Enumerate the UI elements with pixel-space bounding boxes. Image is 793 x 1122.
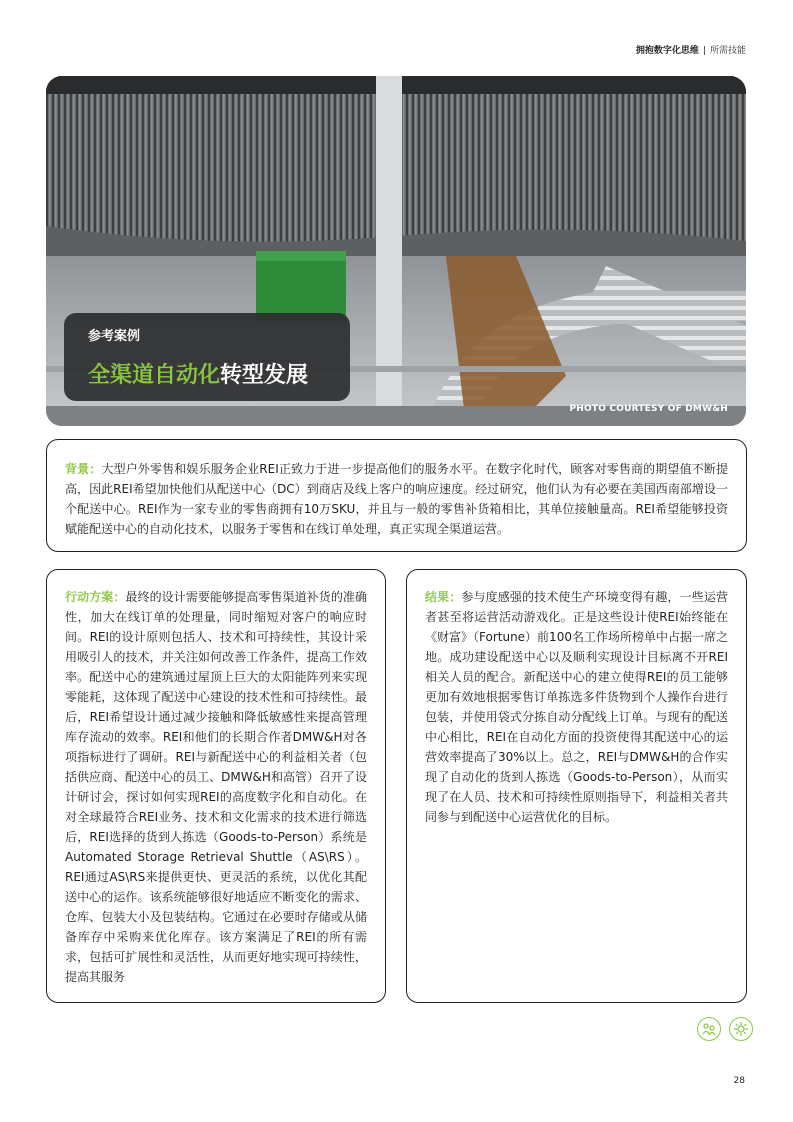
header-main: 拥抱数字化思维 (635, 46, 699, 56)
header-sub: 所需技能 (709, 46, 746, 56)
result-text: 参与度感强的技术使生产环境变得有趣，一些运营者甚至将运营活动游戏化。正是这些设计使REI始终能在《财富》（Fortune）前100名工作场所榜单中占据一席之地。成功建设配送中心以及顺利实现设计目标离不开REI相关人员的配合。新配送中心的建立使得REI的员工能够更加有效地根据零售订单拣选多件货物到个人操作台进行包装，并使用袋式分拣自动分配线上订单。与现有的配送中心相比，REI在自动化方面的投资使得其配送中心的运营效率提高了30%以上。总之，REI与DMW&H的合作实现了自动化的货到人拣选（Goods-to-Person），从而实现了在人员、技术和可持续性原则指导下，利益相关者共同参与到配送中心运营优化的目标。 (425, 590, 728, 824)
background-label: 背景： (65, 462, 102, 476)
action-text: 最终的设计需要能够提高零售渠道补货的准确性，加大在线订单的处理量，同时缩短对客户的响应时间。REI的设计原则包括人、技术和可持续性，其设计采用吸引人的技术，并关注如何改善工作条件，提高工作效率。配送中心的建筑通过屋顶上巨大的太阳能阵列来实现零能耗，这体现了配送中心建设的技术性和可持续性。最后，REI希望设计通过减少接触和降低敏感性来提高管理库存流动的效率。REI和他们的长期合作者DMW&H对各项指标进行了调研。REI与新配送中心的利益相关者（包括供应商、配送中心的员工、DMW&H和高管）召开了设计研讨会，探讨如何实现REI的高度数字化和自动化。在对全球最符合REI业务、技术和文化需求的技术进行筛选后，REI选择的货到人拣选（Goods-to-Person）系统是Automated Storage Retrieval Shuttle（AS\RS）。REI通过AS\RS来提供更快、更灵活的系统，以优化其配送中心的运作。该系统能够很好地适应不断变化的需求、仓库、包装大小及包装结构。它通过在必要时存储或从储备库存中采购来优化库存。该方案满足了REI的所有需求，包括可扩展性和灵活性，从而更好地实现可持续性，提高其服务 (65, 590, 367, 984)
action-label: 行动方案： (65, 590, 126, 604)
photo-credit: PHOTO COURTESY OF DMW&H (569, 404, 728, 414)
result-label: 结果： (425, 590, 462, 604)
case-label-box (64, 313, 350, 401)
page-number: 28 (733, 1076, 745, 1086)
case-title (88, 358, 308, 389)
header-separator: | (702, 46, 706, 56)
action-box (46, 569, 386, 1003)
background-text: 大型户外零售和娱乐服务企业REI正致力于进一步提高他们的服务水平。在数字化时代，顾客对零售商的期望值不断提高，因此REI希望加快他们从配送中心（DC）到商店及线上客户的响应速度。经过研究，他们认为有必要在美国西南部增设一个配送中心。REI作为一家专业的零售商拥有10万SKU，并且与一般的零售补货箱相比，其单位接触量高。REI希望能够投资赋能配送中心的自动化技术，以服务于零售和在线订单处理，真正实现全渠道运营。 (65, 462, 728, 536)
background-box (46, 439, 747, 552)
case-title-rest: 转型发展 (220, 363, 309, 388)
result-box (406, 569, 747, 1003)
gear-icon (729, 1017, 753, 1041)
icon-group (697, 1017, 756, 1044)
case-title-accent: 全渠道自动化 (88, 363, 221, 388)
page-header (636, 43, 746, 56)
people-icon (697, 1017, 721, 1041)
case-tag: 参考案例 (88, 329, 141, 344)
